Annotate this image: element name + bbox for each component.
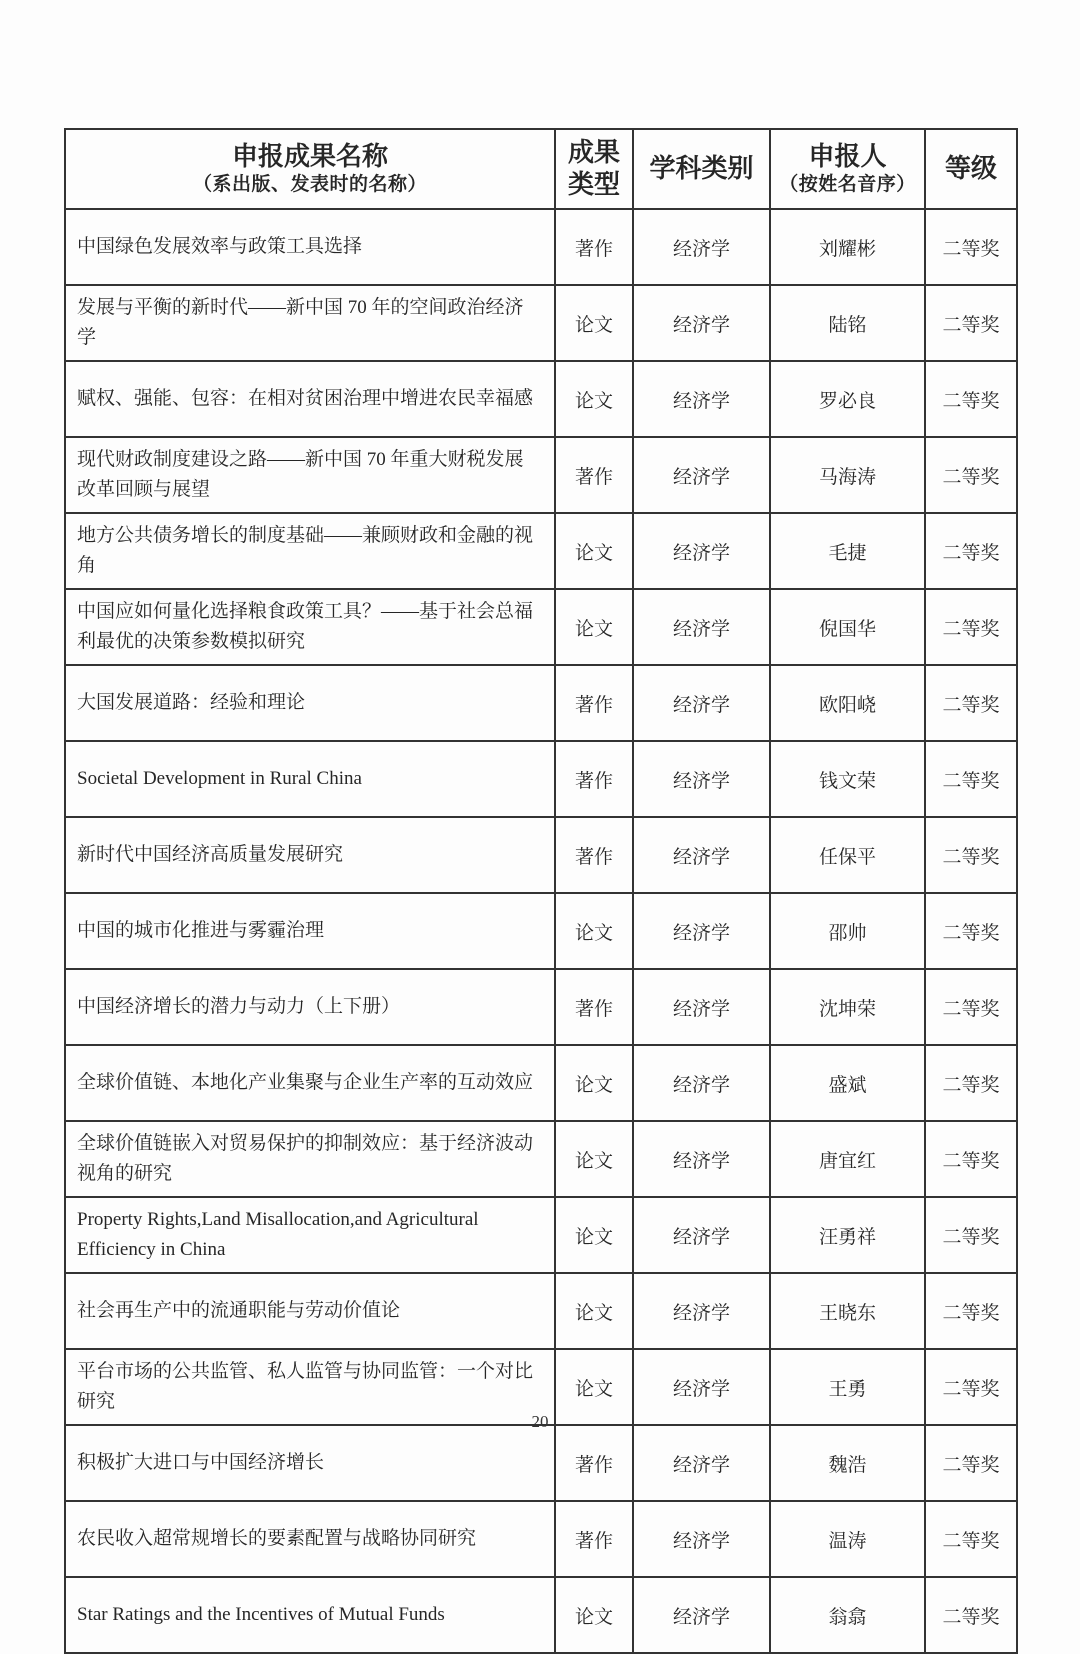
award-grade: 二等奖 (925, 1273, 1017, 1349)
subject-category: 经济学 (633, 589, 770, 665)
result-type: 论文 (555, 361, 633, 437)
subject-category: 经济学 (633, 285, 770, 361)
result-name: 赋权、强能、包容：在相对贫困治理中增进农民幸福感 (65, 361, 555, 437)
result-type: 论文 (555, 1045, 633, 1121)
result-type: 著作 (555, 209, 633, 285)
award-grade: 二等奖 (925, 1425, 1017, 1501)
award-grade: 二等奖 (925, 1501, 1017, 1577)
result-type: 著作 (555, 665, 633, 741)
table-row (65, 285, 1017, 361)
award-grade: 二等奖 (925, 209, 1017, 285)
result-name: 中国经济增长的潜力与动力（上下册） (65, 969, 555, 1045)
result-type: 著作 (555, 1425, 633, 1501)
applicant-name: 盛斌 (770, 1045, 925, 1121)
result-type: 论文 (555, 285, 633, 361)
header-result-type: 成果 类型 (555, 129, 633, 209)
subject-category: 经济学 (633, 893, 770, 969)
applicant-name: 翁翕 (770, 1577, 925, 1653)
table-row (65, 1501, 1017, 1577)
subject-category: 经济学 (633, 1045, 770, 1121)
award-grade: 二等奖 (925, 1121, 1017, 1197)
result-type: 论文 (555, 1577, 633, 1653)
applicant-name: 任保平 (770, 817, 925, 893)
result-type: 论文 (555, 1121, 633, 1197)
result-name: 中国应如何量化选择粮食政策工具？——基于社会总福利最优的决策参数模拟研究 (65, 589, 555, 665)
result-type: 论文 (555, 589, 633, 665)
header-result-name-subtitle: （系出版、发表时的名称） (192, 174, 427, 196)
result-name: 大国发展道路：经验和理论 (65, 665, 555, 741)
applicant-name: 沈坤荣 (770, 969, 925, 1045)
result-type: 论文 (555, 513, 633, 589)
subject-category: 经济学 (633, 1425, 770, 1501)
award-grade: 二等奖 (925, 1197, 1017, 1273)
result-name: Property Rights,Land Misallocation,and Agricultural Efficiency in China (65, 1197, 555, 1273)
award-grade: 二等奖 (925, 285, 1017, 361)
applicant-name: 唐宜红 (770, 1121, 925, 1197)
result-name: 全球价值链嵌入对贸易保护的抑制效应：基于经济波动视角的研究 (65, 1121, 555, 1197)
award-grade: 二等奖 (925, 513, 1017, 589)
result-name: 平台市场的公共监管、私人监管与协同监管：一个对比研究 (65, 1349, 555, 1425)
table-row (65, 1577, 1017, 1653)
table-row (65, 1425, 1017, 1501)
page-number: 20 (531, 1412, 549, 1431)
award-grade: 二等奖 (925, 1349, 1017, 1425)
table-row (65, 969, 1017, 1045)
subject-category: 经济学 (633, 817, 770, 893)
header-applicant (770, 129, 925, 209)
subject-category: 经济学 (633, 1577, 770, 1653)
applicant-name: 王晓东 (770, 1273, 925, 1349)
applicant-name: 倪国华 (770, 589, 925, 665)
applicant-name: 陆铭 (770, 285, 925, 361)
subject-category: 经济学 (633, 361, 770, 437)
result-name: 新时代中国经济高质量发展研究 (65, 817, 555, 893)
table-row (65, 209, 1017, 285)
result-type: 著作 (555, 437, 633, 513)
applicant-name: 罗必良 (770, 361, 925, 437)
table-row (65, 361, 1017, 437)
applicant-name: 魏浩 (770, 1425, 925, 1501)
applicant-name: 钱文荣 (770, 741, 925, 817)
subject-category: 经济学 (633, 1273, 770, 1349)
header-applicant-title: 申报人 (808, 141, 887, 171)
table-row (65, 437, 1017, 513)
result-type: 著作 (555, 817, 633, 893)
table-row (65, 1273, 1017, 1349)
table-row (65, 1197, 1017, 1273)
result-type: 论文 (555, 1349, 633, 1425)
applicant-name: 毛捷 (770, 513, 925, 589)
award-grade: 二等奖 (925, 817, 1017, 893)
table-row (65, 893, 1017, 969)
result-type: 论文 (555, 893, 633, 969)
applicant-name: 邵帅 (770, 893, 925, 969)
table-row (65, 1045, 1017, 1121)
award-grade: 二等奖 (925, 665, 1017, 741)
subject-category: 经济学 (633, 437, 770, 513)
award-grade: 二等奖 (925, 893, 1017, 969)
subject-category: 经济学 (633, 1501, 770, 1577)
result-name: Societal Development in Rural China (65, 741, 555, 817)
subject-category: 经济学 (633, 969, 770, 1045)
award-grade: 二等奖 (925, 1577, 1017, 1653)
award-grade: 二等奖 (925, 1045, 1017, 1121)
header-grade: 等级 (925, 129, 1017, 209)
result-name: 发展与平衡的新时代——新中国 70 年的空间政治经济学 (65, 285, 555, 361)
applicant-name: 王勇 (770, 1349, 925, 1425)
result-name: 全球价值链、本地化产业集聚与企业生产率的互动效应 (65, 1045, 555, 1121)
applicant-name: 刘耀彬 (770, 209, 925, 285)
applicant-name: 汪勇祥 (770, 1197, 925, 1273)
header-subject-category: 学科类别 (633, 129, 770, 209)
subject-category: 经济学 (633, 741, 770, 817)
table-header-row (65, 129, 1017, 209)
result-type: 论文 (555, 1197, 633, 1273)
subject-category: 经济学 (633, 513, 770, 589)
applicant-name: 欧阳峣 (770, 665, 925, 741)
result-name: 积极扩大进口与中国经济增长 (65, 1425, 555, 1501)
result-name: 农民收入超常规增长的要素配置与战略协同研究 (65, 1501, 555, 1577)
award-grade: 二等奖 (925, 589, 1017, 665)
subject-category: 经济学 (633, 665, 770, 741)
award-grade: 二等奖 (925, 741, 1017, 817)
table-row (65, 513, 1017, 589)
table-row (65, 665, 1017, 741)
result-type: 著作 (555, 969, 633, 1045)
subject-category: 经济学 (633, 1197, 770, 1273)
result-type: 论文 (555, 1273, 633, 1349)
applicant-name: 马海涛 (770, 437, 925, 513)
subject-category: 经济学 (633, 1121, 770, 1197)
header-applicant-subtitle: （按姓名音序） (779, 174, 916, 196)
header-result-name (65, 129, 555, 209)
header-result-name-title: 申报成果名称 (231, 141, 388, 171)
result-name: 地方公共债务增长的制度基础——兼顾财政和金融的视角 (65, 513, 555, 589)
award-grade: 二等奖 (925, 969, 1017, 1045)
table-row (65, 589, 1017, 665)
table-row (65, 817, 1017, 893)
subject-category: 经济学 (633, 209, 770, 285)
award-grade: 二等奖 (925, 437, 1017, 513)
subject-category: 经济学 (633, 1349, 770, 1425)
result-name: 现代财政制度建设之路——新中国 70 年重大财税发展改革回顾与展望 (65, 437, 555, 513)
award-grade: 二等奖 (925, 361, 1017, 437)
result-name: 中国的城市化推进与雾霾治理 (65, 893, 555, 969)
result-name: 中国绿色发展效率与政策工具选择 (65, 209, 555, 285)
result-name: 社会再生产中的流通职能与劳动价值论 (65, 1273, 555, 1349)
result-type: 著作 (555, 741, 633, 817)
table-row (65, 1121, 1017, 1197)
result-type: 著作 (555, 1501, 633, 1577)
table-row (65, 741, 1017, 817)
result-name: Star Ratings and the Incentives of Mutual Funds (65, 1577, 555, 1653)
applicant-name: 温涛 (770, 1501, 925, 1577)
